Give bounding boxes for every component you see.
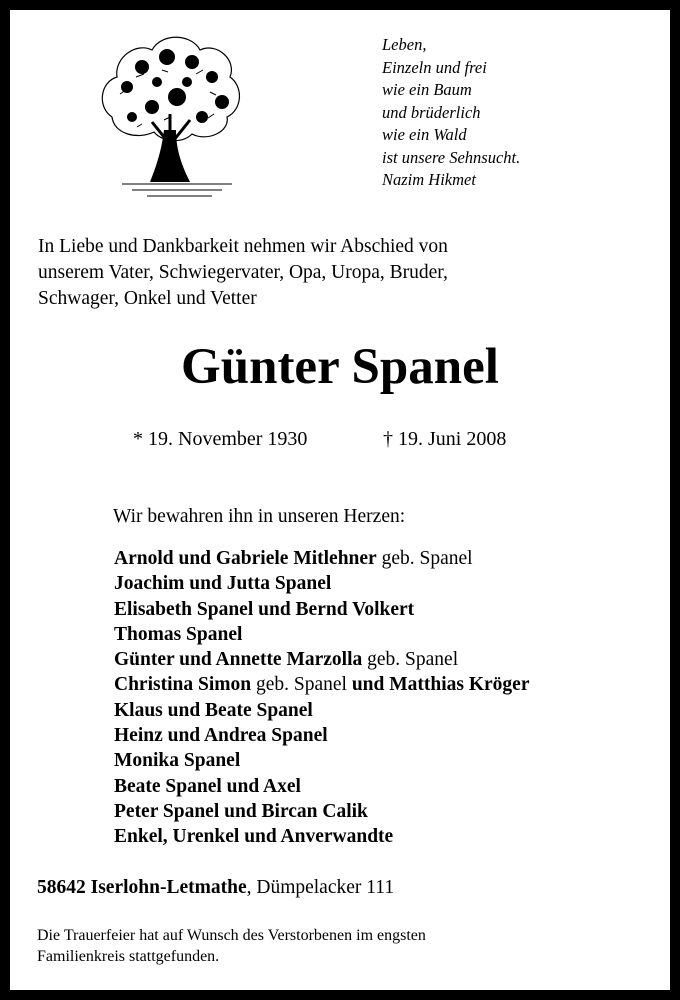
poem-line: wie ein Wald xyxy=(382,125,467,144)
mourner-note: geb. Spanel xyxy=(362,649,459,671)
intro-line: In Liebe und Dankbarkeit nehmen wir Abschied von xyxy=(38,236,448,257)
mourners-heading: Wir bewahren ihn in unseren Herzen: xyxy=(113,506,406,527)
list-item xyxy=(114,597,529,622)
mourner-name: Enkel, Urenkel und Anverwandte xyxy=(114,826,394,848)
mourner-note: geb. Spanel xyxy=(251,674,352,696)
poem-line: und brüderlich xyxy=(382,102,481,122)
intro-text xyxy=(38,234,638,312)
poem xyxy=(382,34,520,192)
poem-line: ist unsere Sehnsucht. xyxy=(382,147,521,167)
intro-line: Schwager, Onkel und Vetter xyxy=(38,288,257,309)
mourners-list xyxy=(114,546,529,850)
funeral-note xyxy=(37,925,426,967)
birth-date: * 19. November 1930 xyxy=(133,428,308,450)
mourner-name: Elisabeth Spanel und Bernd Volkert xyxy=(114,598,415,620)
death-date: † 19. Juni 2008 xyxy=(383,428,507,450)
list-item xyxy=(114,723,529,748)
list-item xyxy=(114,748,529,773)
mourner-name: Christina Simon xyxy=(114,674,252,696)
mourner-name: Beate Spanel und Axel xyxy=(114,775,301,797)
list-item xyxy=(114,546,529,571)
list-item xyxy=(114,571,529,596)
poem-line: Einzeln und frei xyxy=(382,57,487,77)
list-item xyxy=(114,824,529,849)
mourner-name: Joachim und Jutta Spanel xyxy=(114,573,332,595)
poem-line: Leben, xyxy=(382,35,427,54)
tree-illustration-icon xyxy=(92,22,252,202)
list-item xyxy=(114,698,529,723)
mourner-name: Thomas Spanel xyxy=(114,623,243,645)
mourner-note: geb. Spanel xyxy=(376,548,473,569)
intro-line: unserem Vater, Schwiegervater, Opa, Uropa, Bruder, xyxy=(38,262,448,283)
mourner-name: Arnold und Gabriele Mitlehner xyxy=(114,548,377,569)
mourner-name: Peter Spanel und Bircan Calik xyxy=(114,800,368,822)
list-item xyxy=(114,647,529,672)
address-street: , Dümpelacker 111 xyxy=(246,877,395,898)
address-city: 58642 Iserlohn-Letmathe xyxy=(37,877,247,898)
mourner-name: Klaus und Beate Spanel xyxy=(114,699,313,721)
mourner-name: Monika Spanel xyxy=(114,750,241,772)
mourner-name: Günter und Annette Marzolla xyxy=(114,649,363,671)
poem-line: wie ein Baum xyxy=(382,80,472,99)
list-item xyxy=(114,672,529,697)
note-line: Familienkreis stattgefunden. xyxy=(37,948,220,965)
mourner-partner: und Matthias Kröger xyxy=(351,674,530,696)
family-address xyxy=(37,877,394,899)
list-item xyxy=(114,799,529,824)
list-item xyxy=(114,774,529,799)
poem-author: Nazim Hikmet xyxy=(382,170,476,189)
life-dates xyxy=(0,428,680,458)
deceased-name: Günter Spanel xyxy=(181,339,499,395)
note-line: Die Trauerfeier hat auf Wunsch des Verstorbenen im engsten xyxy=(37,927,426,944)
mourner-name: Heinz und Andrea Spanel xyxy=(114,725,328,747)
list-item xyxy=(114,622,529,647)
